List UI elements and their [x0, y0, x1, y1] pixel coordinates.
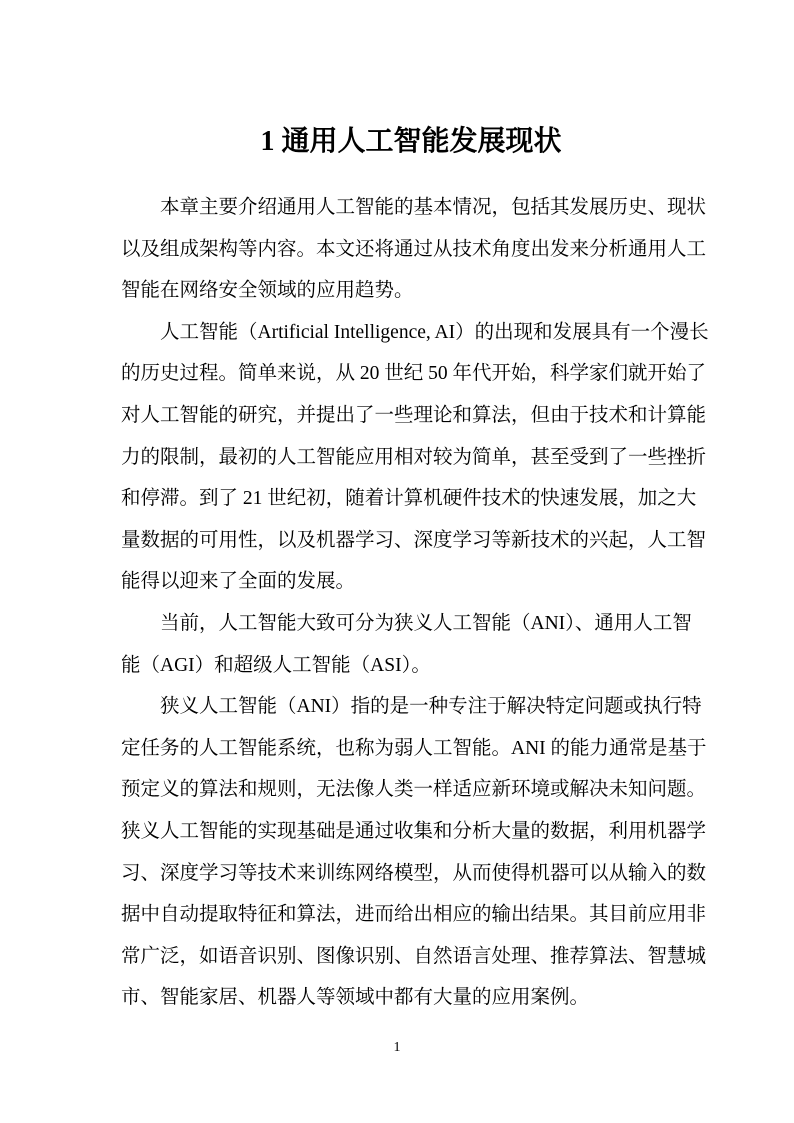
text-line: 能（AGI）和超级人工智能（ASI）。 — [121, 654, 431, 676]
page-number: 1 — [393, 1040, 401, 1055]
text-line: 市、智能家居、机器人等领域中都有大量的应用案例。 — [121, 987, 590, 1009]
text-line: 能得以迎来了全面的发展。 — [121, 571, 356, 593]
paragraph — [121, 187, 707, 312]
text-line: 以及组成架构等内容。本文还将通过从技术角度出发来分析通用人工 — [121, 238, 707, 260]
body-text — [121, 187, 709, 1019]
text-line: 力的限制，最初的人工智能应用相对较为简单，甚至受到了一些挫折 — [121, 446, 707, 468]
text-line: 和停滞。到了 21 世纪初，随着计算机硬件技术的快速发展，加之大 — [121, 488, 697, 510]
paragraph — [121, 686, 707, 1019]
text-line: 定任务的人工智能系统，也称为弱人工智能。ANI 的能力通常是基于 — [121, 737, 707, 759]
paragraph — [121, 312, 709, 603]
text-line: 据中自动提取特征和算法，进而给出相应的输出结果。其目前应用非 — [121, 904, 707, 926]
text-line: 智能在网络安全领域的应用趋势。 — [121, 280, 414, 302]
text-line: 常广泛，如语音识别、图像识别、自然语言处理、推荐算法、智慧城 — [121, 945, 707, 967]
text-line: 人工智能（Artificial Intelligence, AI）的出现和发展具有一个漫长 — [160, 321, 709, 343]
text-line: 本章主要介绍通用人工智能的基本情况，包括其发展历史、现状 — [160, 197, 707, 218]
text-line: 对人工智能的研究，并提出了一些理论和算法，但由于技术和计算能 — [121, 404, 707, 426]
text-line: 习、深度学习等技术来训练网络模型，从而使得机器可以从输入的数 — [121, 862, 707, 884]
paragraph — [121, 603, 692, 686]
text-line: 当前，人工智能大致可分为狭义人工智能（ANI）、通用人工智 — [160, 612, 692, 634]
text-line: 狭义人工智能（ANI）指的是一种专注于解决特定问题或执行特 — [160, 696, 702, 718]
chapter-title: 1 通用人工智能发展现状 — [260, 126, 562, 157]
text-line: 预定义的算法和规则，无法像人类一样适应新环境或解决未知问题。 — [121, 779, 707, 801]
text-line: 狭义人工智能的实现基础是通过收集和分析大量的数据，利用机器学 — [121, 820, 707, 842]
text-line: 的历史过程。简单来说，从 20 世纪 50 年代开始，科学家们就开始了 — [121, 363, 707, 385]
text-line: 量数据的可用性，以及机器学习、深度学习等新技术的兴起，人工智 — [121, 529, 707, 551]
